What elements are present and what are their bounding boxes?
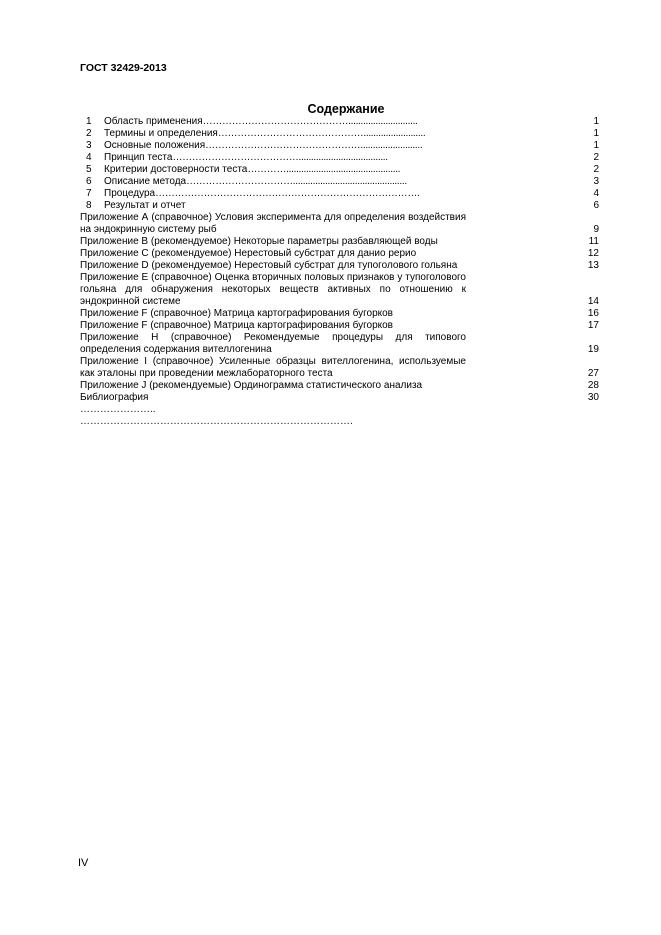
toc-entry-title: Результат и отчет (104, 200, 186, 211)
toc-page-number: 19 (587, 344, 599, 355)
toc-annex-title: Приложение D (рекомендуемое) Нерестовый субстрат для тупоголового гольяна (80, 260, 458, 271)
toc-annex-title: Приложение F (справочное) Матрица картографирования бугорков (80, 320, 393, 331)
toc-entry-3[interactable] (80, 140, 599, 152)
toc-sections (80, 116, 599, 212)
toc-annex-g[interactable] (80, 320, 599, 332)
toc-entry-number: 8 (86, 200, 92, 211)
toc-entry-number: 3 (86, 140, 92, 151)
toc-entry-number: 7 (86, 188, 92, 199)
toc-page-number: 12 (587, 248, 599, 259)
toc-entry-number: 4 (86, 152, 92, 163)
toc-page-number: 17 (587, 320, 599, 331)
toc-entry-title: Принцип теста (104, 152, 173, 163)
toc-page-number: 1 (593, 140, 599, 151)
toc-entry-6[interactable] (80, 176, 599, 188)
toc-entry-4[interactable] (80, 152, 599, 164)
trailing-dots-line: ………………….. (80, 404, 156, 415)
toc-page-number: 2 (593, 164, 599, 175)
toc-annex-d[interactable] (80, 260, 599, 272)
toc-leader-dots: ………….............................................. (247, 164, 401, 175)
toc-entry-7[interactable] (80, 188, 599, 200)
toc-page-number: 9 (593, 224, 599, 235)
toc-page-number: 27 (587, 368, 599, 379)
toc-annex-title: Приложение Н (справочное) Рекомендуемые процедуры для типового определения содержания вителлогенина (80, 332, 466, 355)
toc-entry-number: 1 (86, 116, 92, 127)
toc-annex-b[interactable] (80, 236, 599, 248)
toc-leader-dots: …………………………………………......................... (205, 140, 423, 151)
toc-page-number: 16 (587, 308, 599, 319)
trailing-dots-line: ………………………………………………………………………. (80, 416, 353, 427)
toc-leader-dots: ………………………………….................................... (172, 152, 388, 163)
toc-page-number: 1 (593, 128, 599, 139)
toc-page-number: 13 (587, 260, 599, 271)
toc-annex-title: Приложение F (справочное) Матрица картографирования бугорков (80, 308, 393, 319)
toc-annex-title: Приложение В (рекомендуемое) Некоторые параметры разбавляющей воды (80, 236, 438, 247)
toc-entry-5[interactable] (80, 164, 599, 176)
toc-annex-c[interactable] (80, 248, 599, 260)
toc-annex-f[interactable] (80, 308, 599, 320)
toc-entry-2[interactable] (80, 128, 599, 140)
toc-entry-8[interactable] (80, 200, 599, 212)
document-header: ГОСТ 32429-2013 (80, 62, 167, 74)
toc-annex-title: Приложение А (справочное) Условия эксперимента для определения воздействия на эндокринную систему рыб (80, 212, 466, 235)
toc-page-number: 3 (593, 176, 599, 187)
toc-entry-number: 5 (86, 164, 92, 175)
page-number-roman: IV (78, 857, 89, 869)
toc-annex-i[interactable] (80, 356, 599, 380)
toc-annex-e[interactable] (80, 272, 599, 308)
toc-annex-title: Приложение I (справочное) Усиленные образцы вителлогенина, используемые как эталоны при проведении межлабораторного теста (80, 356, 466, 379)
toc-entry-title: Описание метода (104, 176, 187, 187)
toc-leader-dots: ………………………………………......................... (217, 128, 426, 139)
toc-leader-dots: ………………………………………............................ (202, 116, 418, 127)
toc-entry-title: Термины и определения (104, 128, 218, 139)
toc-leader-dots: ………………………………………………………………………. (155, 188, 420, 199)
toc-page-number: 2 (593, 152, 599, 163)
toc-title: Содержание (307, 102, 385, 116)
table-of-contents (80, 116, 599, 428)
toc-page-number: 14 (587, 296, 599, 307)
toc-entry-title: Процедура (104, 188, 156, 199)
toc-annex-title: Библиография (80, 392, 149, 403)
toc-annex-h[interactable] (80, 332, 599, 356)
toc-page-number: 4 (593, 188, 599, 199)
toc-annexes (80, 212, 599, 404)
toc-entry-title: Основные положения (104, 140, 206, 151)
toc-page-number: 28 (587, 380, 599, 391)
toc-annex-a[interactable] (80, 212, 599, 236)
toc-bibliography[interactable] (80, 392, 599, 404)
toc-entry-1[interactable] (80, 116, 599, 128)
toc-page-number: 30 (587, 392, 599, 403)
toc-entry-title: Область применения (104, 116, 203, 127)
toc-page-number: 1 (593, 116, 599, 127)
toc-entry-number: 6 (86, 176, 92, 187)
toc-annex-title: Приложение J (рекомендуемые) Ординограмма статистического анализа (80, 380, 423, 391)
toc-leader-dots: …………………………….............................................. (186, 176, 407, 187)
toc-page-number: 11 (588, 236, 599, 247)
toc-entry-title: Критерии достоверности теста (104, 164, 248, 175)
toc-annex-j[interactable] (80, 380, 599, 392)
toc-entry-number: 2 (86, 128, 92, 139)
toc-page-number: 6 (593, 200, 599, 211)
toc-annex-title: Приложение Е (справочное) Оценка вторичных половых признаков у тупоголового гольяна для обнаружения некоторых веществ активных по отношению к эндокринной системе (80, 272, 466, 307)
toc-annex-title: Приложение С (рекомендуемое) Нерестовый субстрат для данио рерио (80, 248, 417, 259)
